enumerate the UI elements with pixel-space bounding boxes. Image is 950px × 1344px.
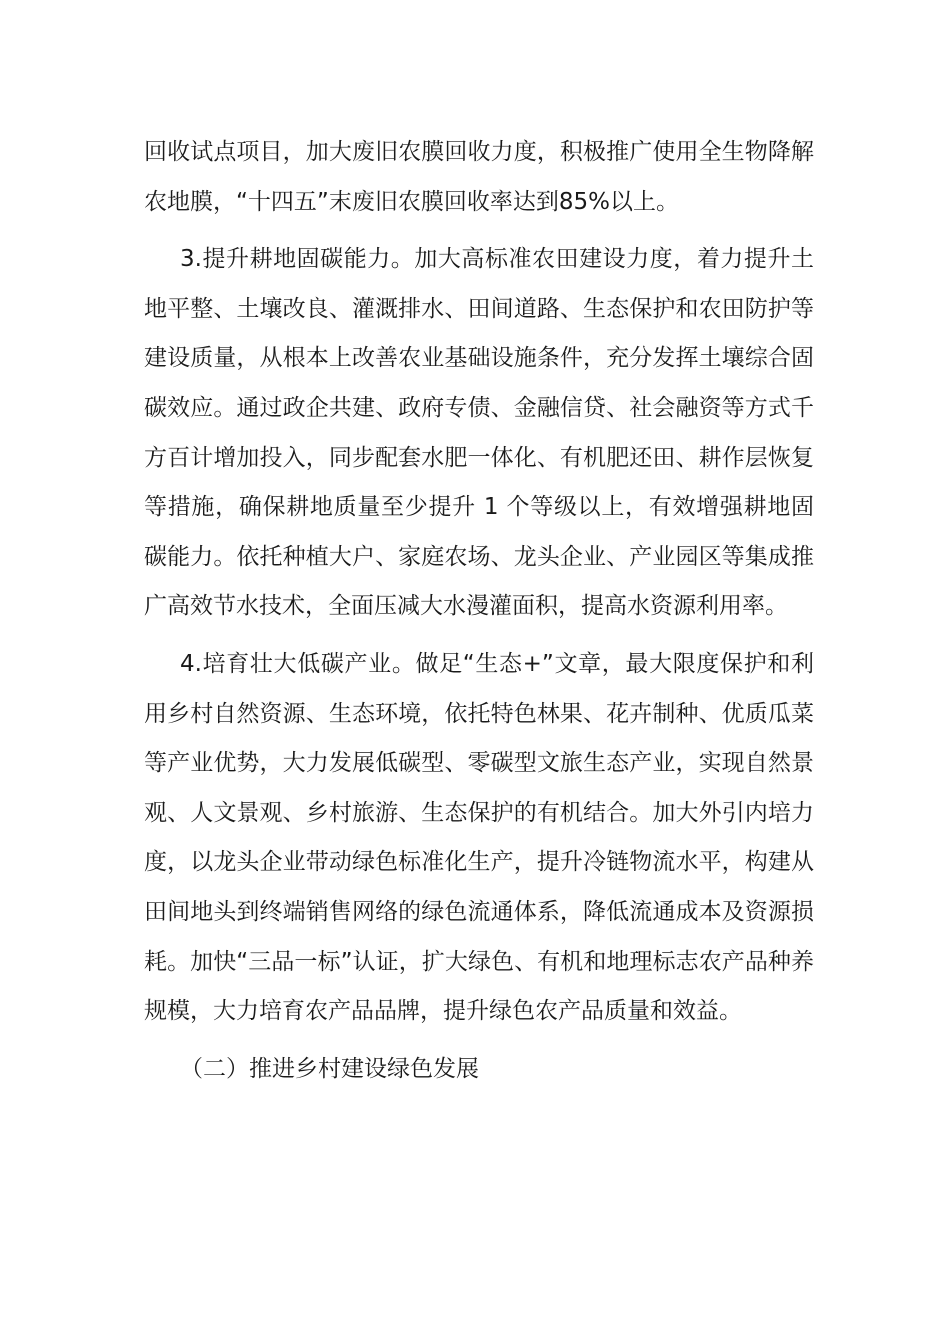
paragraph-film-recycling: 回收试点项目，加大废旧农膜回收力度，积极推广使用全生物降解农地膜，“十四五”末废旧农膜回收率达到85%以上。	[144, 139, 814, 215]
paragraph-low-carbon-industry: 4.培育壮大低碳产业。做足“生态+”文章，最大限度保护和利用乡村自然资源、生态环境，依托特色林果、花卉制种、优质瓜菜等产业优势，大力发展低碳型、零碳型文旅生态产业，实现自然景观、人文景观、乡村旅游、生态保护的有机结合。加大外引内培力度，以龙头企业带动绿色标准化生产，提升冷链物流水平，构建从田间地头到终端销售网络的绿色流通体系，降低流通成本及资源损耗。加快“三品一标”认证，扩大绿色、有机和地理标志农产品种养规模，大力培育农产品品牌，提升绿色农产品质量和效益。	[144, 650, 814, 1025]
section-heading: （二）推进乡村建设绿色发展	[180, 1055, 479, 1082]
document-body	[144, 128, 814, 1094]
paragraph-carbon-sequestration: 3.提升耕地固碳能力。加大高标准农田建设力度，着力提升土地平整、土壤改良、灌溉排水、田间道路、生态保护和农田防护等建设质量，从根本上改善农业基础设施条件，充分发挥土壤综合固碳效应。通过政企共建、政府专债、金融信贷、社会融资等方式千方百计增加投入，同步配套水肥一体化、有机肥还田、耕作层恢复等措施，确保耕地质量至少提升 1 个等级以上，有效增强耕地固碳能力。依托种植大户、家庭农场、龙头企业、产业园区等集成推广高效节水技术，全面压减大水漫灌面积，提高水资源利用率。	[144, 246, 814, 620]
